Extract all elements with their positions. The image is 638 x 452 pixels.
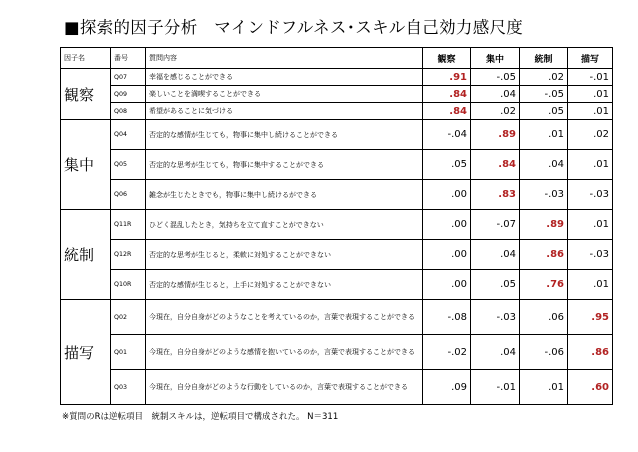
factor-name: 観察 <box>61 69 111 120</box>
header-content: 質問内容 <box>146 48 423 69</box>
loading-value: .01 <box>568 270 613 300</box>
loading-value: -.03 <box>568 180 613 210</box>
loading-value: -.05 <box>471 69 520 86</box>
question-id: Q07 <box>111 69 146 86</box>
header-load-focus: 集中 <box>471 48 520 69</box>
loading-value: .02 <box>568 120 613 150</box>
loading-value-high: .91 <box>423 69 471 86</box>
loading-value: -.03 <box>471 300 520 335</box>
loading-value: -.08 <box>423 300 471 335</box>
header-load-describe: 描写 <box>568 48 613 69</box>
loading-value: .04 <box>520 150 568 180</box>
question-text: 今現在，自分自身がどのような感情を抱いているのか，言葉で表現することができる <box>146 335 423 370</box>
loading-value-high: .89 <box>471 120 520 150</box>
question-text: ひどく混乱したとき，気持ちを立て直すことができない <box>146 210 423 240</box>
loading-value: -.01 <box>471 370 520 405</box>
loading-value-high: .84 <box>423 103 471 120</box>
question-id: Q04 <box>111 120 146 150</box>
loading-value: -.04 <box>423 120 471 150</box>
loading-value: .04 <box>471 335 520 370</box>
loading-value-high: .84 <box>471 150 520 180</box>
table-row <box>61 150 613 180</box>
table-row <box>61 240 613 270</box>
question-id: Q08 <box>111 103 146 120</box>
loading-value-high: .84 <box>423 86 471 103</box>
loading-value: -.06 <box>520 335 568 370</box>
question-id: Q12R <box>111 240 146 270</box>
table-row <box>61 300 613 335</box>
question-text: 否定的な感情が生じても，物事に集中し続けることができる <box>146 120 423 150</box>
page-title: ■探索的因子分析 マインドフルネス･スキル自己効力感尺度 <box>64 18 524 37</box>
factor-name: 集中 <box>61 120 111 210</box>
loading-value: .00 <box>423 240 471 270</box>
loading-value: .01 <box>568 86 613 103</box>
table-row <box>61 335 613 370</box>
factor-name: 統制 <box>61 210 111 300</box>
loading-value-high: .86 <box>520 240 568 270</box>
table-row <box>61 69 613 86</box>
loading-value: .00 <box>423 180 471 210</box>
loading-value: -.01 <box>568 69 613 86</box>
loading-value: .02 <box>520 69 568 86</box>
question-id: Q10R <box>111 270 146 300</box>
loading-value-high: .60 <box>568 370 613 405</box>
question-text: 否定的な感情が生じると，上手に対処することができない <box>146 270 423 300</box>
question-id: Q06 <box>111 180 146 210</box>
loading-value: -.03 <box>520 180 568 210</box>
table-row <box>61 86 613 103</box>
table-body <box>61 69 613 405</box>
loading-value: .05 <box>423 150 471 180</box>
table-row <box>61 370 613 405</box>
loading-value: .04 <box>471 240 520 270</box>
factor-loading-table <box>60 47 613 405</box>
loading-value: .05 <box>520 103 568 120</box>
question-text: 否定的な思考が生じると，柔軟に対処することができない <box>146 240 423 270</box>
loading-value: .05 <box>471 270 520 300</box>
question-id: Q05 <box>111 150 146 180</box>
table-row <box>61 180 613 210</box>
table-row <box>61 103 613 120</box>
loading-value: .01 <box>568 150 613 180</box>
footnote: ※質問のRは逆転項目 統制スキルは，逆転項目で構成された。 N＝311 <box>62 412 339 422</box>
header-load-observe: 観察 <box>423 48 471 69</box>
loading-value: .01 <box>520 120 568 150</box>
question-id: Q01 <box>111 335 146 370</box>
loading-value: .00 <box>423 210 471 240</box>
question-text: 楽しいことを満喫することができる <box>146 86 423 103</box>
question-text: 今現在，自分自身がどのようなことを考えているのか，言葉で表現することができる <box>146 300 423 335</box>
question-id: Q03 <box>111 370 146 405</box>
question-text: 今現在，自分自身がどのような行動をしているのか，言葉で表現することができる <box>146 370 423 405</box>
question-id: Q09 <box>111 86 146 103</box>
question-text: 幸福を感じることができる <box>146 69 423 86</box>
question-id: Q11R <box>111 210 146 240</box>
loading-value-high: .89 <box>520 210 568 240</box>
loading-value: -.05 <box>520 86 568 103</box>
loading-value-high: .76 <box>520 270 568 300</box>
table-row <box>61 210 613 240</box>
loading-value: .01 <box>568 210 613 240</box>
loading-value-high: .95 <box>568 300 613 335</box>
loading-value: .04 <box>471 86 520 103</box>
header-number: 番号 <box>111 48 146 69</box>
question-text: 希望があることに気づける <box>146 103 423 120</box>
question-text: 雑念が生じたときでも，物事に集中し続けるができる <box>146 180 423 210</box>
loading-value: .09 <box>423 370 471 405</box>
factor-name: 描写 <box>61 300 111 405</box>
loading-value: -.07 <box>471 210 520 240</box>
loading-value-high: .83 <box>471 180 520 210</box>
table-row <box>61 270 613 300</box>
loading-value: .06 <box>520 300 568 335</box>
loading-value: -.02 <box>423 335 471 370</box>
table-row <box>61 120 613 150</box>
loading-value: -.03 <box>568 240 613 270</box>
table-header-row <box>61 48 613 69</box>
header-load-control: 統制 <box>520 48 568 69</box>
loading-value: .01 <box>568 103 613 120</box>
loading-value-high: .86 <box>568 335 613 370</box>
loading-value: .00 <box>423 270 471 300</box>
question-text: 否定的な思考が生じても，物事に集中することができる <box>146 150 423 180</box>
header-factor: 因子名 <box>61 48 111 69</box>
loading-value: .01 <box>520 370 568 405</box>
question-id: Q02 <box>111 300 146 335</box>
loading-value: .02 <box>471 103 520 120</box>
